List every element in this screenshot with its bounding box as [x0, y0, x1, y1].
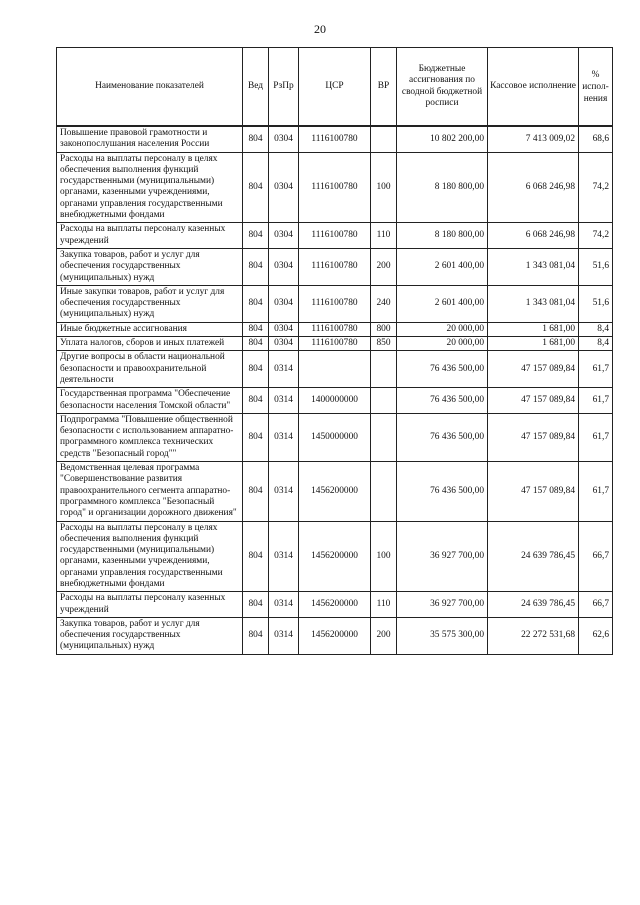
cell-cash: 22 272 531,68	[488, 617, 579, 654]
cell-cash: 24 639 786,45	[488, 592, 579, 618]
cell-csr: 1116100780	[299, 285, 371, 322]
table-row	[57, 617, 613, 654]
cell-budget: 76 436 500,00	[397, 351, 488, 388]
cell-budget: 76 436 500,00	[397, 462, 488, 521]
cell-csr: 1116100780	[299, 152, 371, 223]
cell-name: Расходы на выплаты персоналу казенных учреждений	[57, 592, 243, 618]
cell-name: Государственная программа "Обеспечение безопасности населения Томской области"	[57, 388, 243, 414]
cell-cash: 47 157 089,84	[488, 351, 579, 388]
cell-ved: 804	[243, 462, 269, 521]
cell-pct: 68,6	[579, 126, 613, 152]
cell-pct: 62,6	[579, 617, 613, 654]
cell-name: Закупка товаров, работ и услуг для обеспечения государственных (муниципальных) нужд	[57, 617, 243, 654]
cell-pct: 8,4	[579, 337, 613, 351]
table-row	[57, 351, 613, 388]
cell-name: Повышение правовой грамотности и законопослушания населения России	[57, 126, 243, 152]
cell-csr: 1456200000	[299, 592, 371, 618]
cell-ved: 804	[243, 223, 269, 249]
cell-name: Расходы на выплаты персоналу в целях обеспечения выполнения функций государственными (муниципальными) органами, казенными учреждениями, органами управления государственными внебюджетными фондами	[57, 152, 243, 223]
cell-name: Ведомственная целевая программа "Совершенствование развития правоохранительного сегмента аппаратно-программного комплекса "Безопасный город" и организации дорожного движения"	[57, 462, 243, 521]
column-header-name: Наименование показателей	[57, 48, 243, 127]
cell-vr: 200	[371, 248, 397, 285]
cell-ved: 804	[243, 521, 269, 592]
cell-vr: 200	[371, 617, 397, 654]
cell-vr: 110	[371, 592, 397, 618]
cell-budget: 20 000,00	[397, 337, 488, 351]
cell-name: Иные бюджетные ассигнования	[57, 322, 243, 336]
cell-pct: 51,6	[579, 285, 613, 322]
table-row	[57, 592, 613, 618]
cell-csr: 1450000000	[299, 413, 371, 461]
cell-pct: 61,7	[579, 388, 613, 414]
cell-cash: 7 413 009,02	[488, 126, 579, 152]
table-row	[57, 223, 613, 249]
cell-name: Закупка товаров, работ и услуг для обеспечения государственных (муниципальных) нужд	[57, 248, 243, 285]
cell-ved: 804	[243, 592, 269, 618]
cell-vr	[371, 413, 397, 461]
table-row	[57, 388, 613, 414]
cell-budget: 2 601 400,00	[397, 285, 488, 322]
cell-pct: 61,7	[579, 413, 613, 461]
cell-budget: 36 927 700,00	[397, 592, 488, 618]
cell-vr: 240	[371, 285, 397, 322]
cell-budget: 35 575 300,00	[397, 617, 488, 654]
cell-rzpr: 0304	[269, 126, 299, 152]
cell-pct: 61,7	[579, 462, 613, 521]
table-row	[57, 413, 613, 461]
table-row	[57, 152, 613, 223]
cell-cash: 47 157 089,84	[488, 388, 579, 414]
cell-name: Иные закупки товаров, работ и услуг для обеспечения государственных (муниципальных) нужд	[57, 285, 243, 322]
cell-name: Уплата налогов, сборов и иных платежей	[57, 337, 243, 351]
cell-rzpr: 0304	[269, 223, 299, 249]
cell-vr	[371, 351, 397, 388]
cell-rzpr: 0314	[269, 617, 299, 654]
cell-budget: 20 000,00	[397, 322, 488, 336]
cell-budget: 8 180 800,00	[397, 223, 488, 249]
cell-csr: 1116100780	[299, 223, 371, 249]
cell-budget: 36 927 700,00	[397, 521, 488, 592]
cell-budget: 76 436 500,00	[397, 388, 488, 414]
cell-ved: 804	[243, 152, 269, 223]
cell-pct: 74,2	[579, 152, 613, 223]
cell-vr: 850	[371, 337, 397, 351]
cell-rzpr: 0314	[269, 462, 299, 521]
cell-name: Подпрограмма "Повышение общественной безопасности с использованием аппаратно-программного комплекса технических средств "Безопасный город""	[57, 413, 243, 461]
cell-pct: 66,7	[579, 592, 613, 618]
cell-budget: 76 436 500,00	[397, 413, 488, 461]
cell-ved: 804	[243, 617, 269, 654]
column-header-budget: Бюджетные ассигнования по сводной бюджетной росписи	[397, 48, 488, 127]
cell-pct: 51,6	[579, 248, 613, 285]
cell-ved: 804	[243, 285, 269, 322]
cell-cash: 47 157 089,84	[488, 413, 579, 461]
cell-ved: 804	[243, 322, 269, 336]
cell-rzpr: 0304	[269, 248, 299, 285]
page-number: 20	[314, 22, 326, 36]
table-row	[57, 248, 613, 285]
cell-name: Расходы на выплаты персоналу казенных учреждений	[57, 223, 243, 249]
column-header-ved: Вед	[243, 48, 269, 127]
cell-rzpr: 0304	[269, 152, 299, 223]
cell-pct: 74,2	[579, 223, 613, 249]
table-row	[57, 521, 613, 592]
cell-csr: 1116100780	[299, 322, 371, 336]
budget-execution-table	[56, 47, 613, 655]
table-row	[57, 322, 613, 336]
table-row	[57, 285, 613, 322]
cell-pct: 66,7	[579, 521, 613, 592]
cell-ved: 804	[243, 388, 269, 414]
cell-rzpr: 0314	[269, 351, 299, 388]
column-header-csr: ЦСР	[299, 48, 371, 127]
cell-vr: 800	[371, 322, 397, 336]
cell-ved: 804	[243, 351, 269, 388]
cell-vr: 100	[371, 152, 397, 223]
cell-rzpr: 0314	[269, 521, 299, 592]
cell-pct: 61,7	[579, 351, 613, 388]
cell-pct: 8,4	[579, 322, 613, 336]
cell-rzpr: 0304	[269, 322, 299, 336]
cell-rzpr: 0314	[269, 388, 299, 414]
cell-budget: 10 802 200,00	[397, 126, 488, 152]
table-row	[57, 462, 613, 521]
column-header-vr: ВР	[371, 48, 397, 127]
cell-rzpr: 0304	[269, 337, 299, 351]
cell-vr	[371, 462, 397, 521]
cell-ved: 804	[243, 126, 269, 152]
cell-cash: 1 681,00	[488, 337, 579, 351]
column-header-rzpr: РзПр	[269, 48, 299, 127]
table-row	[57, 126, 613, 152]
cell-budget: 2 601 400,00	[397, 248, 488, 285]
cell-csr: 1116100780	[299, 337, 371, 351]
cell-rzpr: 0314	[269, 592, 299, 618]
cell-cash: 6 068 246,98	[488, 152, 579, 223]
cell-csr: 1456200000	[299, 462, 371, 521]
cell-ved: 804	[243, 337, 269, 351]
cell-csr: 1400000000	[299, 388, 371, 414]
cell-ved: 804	[243, 248, 269, 285]
cell-csr: 1456200000	[299, 521, 371, 592]
cell-name: Другие вопросы в области национальной безопасности и правоохранительной деятельности	[57, 351, 243, 388]
cell-cash: 1 681,00	[488, 322, 579, 336]
column-header-pct: % испол-нения	[579, 48, 613, 127]
cell-rzpr: 0304	[269, 285, 299, 322]
cell-vr	[371, 126, 397, 152]
cell-vr: 110	[371, 223, 397, 249]
column-header-cash: Кассовое исполнение	[488, 48, 579, 127]
cell-vr	[371, 388, 397, 414]
cell-ved: 804	[243, 413, 269, 461]
cell-vr: 100	[371, 521, 397, 592]
cell-rzpr: 0314	[269, 413, 299, 461]
cell-budget: 8 180 800,00	[397, 152, 488, 223]
table-row	[57, 337, 613, 351]
cell-csr: 1456200000	[299, 617, 371, 654]
cell-cash: 1 343 081,04	[488, 285, 579, 322]
cell-csr: 1116100780	[299, 126, 371, 152]
cell-cash: 6 068 246,98	[488, 223, 579, 249]
cell-cash: 24 639 786,45	[488, 521, 579, 592]
table-header-row	[57, 48, 613, 127]
cell-name: Расходы на выплаты персоналу в целях обеспечения выполнения функций государственными (муниципальными) органами, казенными учреждениями, органами управления государственными внебюджетными фондами	[57, 521, 243, 592]
cell-cash: 47 157 089,84	[488, 462, 579, 521]
cell-cash: 1 343 081,04	[488, 248, 579, 285]
cell-csr: 1116100780	[299, 248, 371, 285]
cell-csr	[299, 351, 371, 388]
